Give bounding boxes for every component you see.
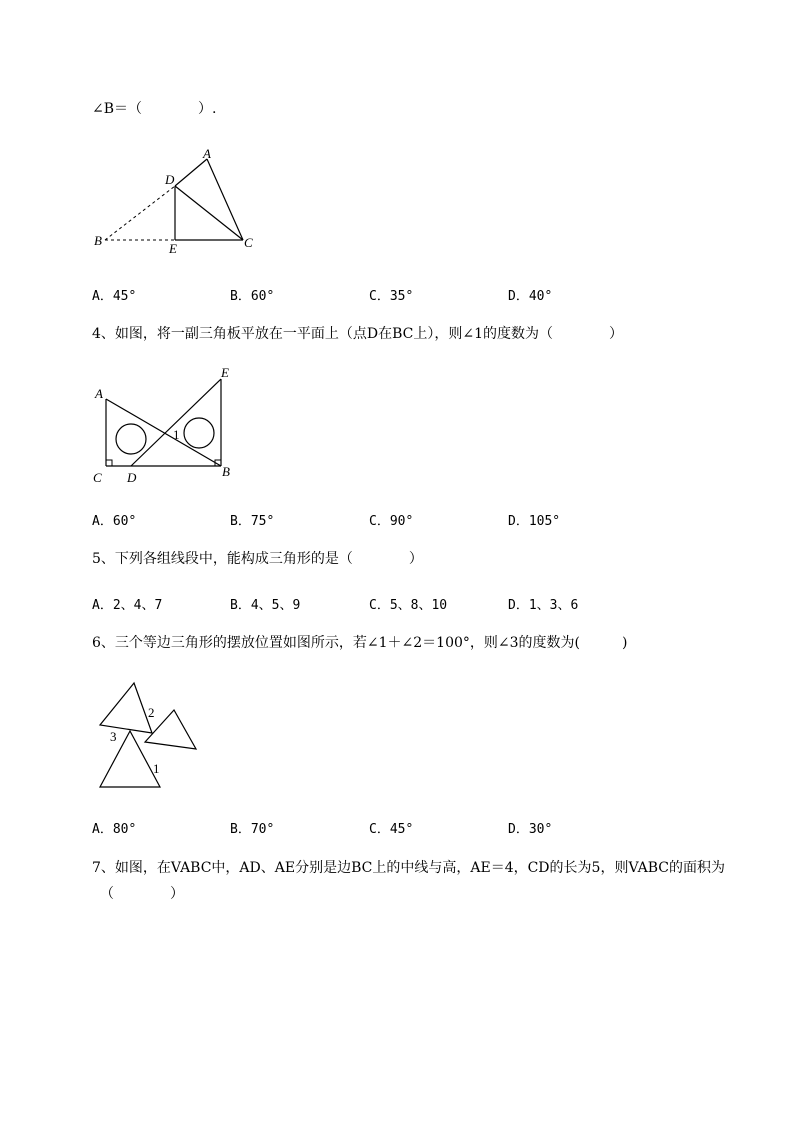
q3-figure	[90, 145, 270, 260]
q6-option-c: C．45°	[369, 822, 414, 837]
q4-label-c: C	[93, 470, 102, 485]
q6-figure	[95, 678, 205, 793]
q4-figure	[90, 362, 250, 487]
q5-option-d: D．1、3、6	[508, 598, 579, 613]
q3-option-b: B．60°	[230, 289, 275, 304]
q4-option-d: D．105°	[508, 514, 561, 529]
q4-label-d: D	[127, 470, 137, 485]
q4-option-b: B．75°	[230, 514, 275, 529]
q4-question: 4、如图，将一副三角板平放在一平面上（点D在BC上），则∠1的度数为（ ）	[92, 326, 624, 342]
q7-answer-blank: （ ）	[100, 886, 184, 902]
q4-label-e: E	[221, 365, 229, 380]
q5-option-b: B．4、5、9	[230, 598, 301, 613]
q7-question: 7、如图，在VABC中，AD、AE分别是边BC上的中线与高，AE＝4，CD的长为5，则VABC的面积为	[92, 860, 725, 876]
q5-option-c: C．5、8、10	[369, 598, 448, 613]
q4-option-c: C．90°	[369, 514, 414, 529]
q4-label-b: B	[222, 464, 230, 479]
q3-label-d: D	[165, 172, 175, 187]
q3-option-a: A．45°	[92, 289, 137, 304]
q6-angle-3: 3	[110, 729, 117, 744]
q6-angle-2: 2	[148, 705, 155, 720]
q6-option-b: B．70°	[230, 822, 275, 837]
q3-option-d: D．40°	[508, 289, 553, 304]
q4-label-a: A	[95, 386, 103, 401]
q5-question: 5、下列各组线段中，能构成三角形的是（ ）	[92, 551, 423, 567]
q4-option-a: A．60°	[92, 514, 137, 529]
q6-question: 6、三个等边三角形的摆放位置如图所示，若∠1＋∠2＝100°，则∠3的度数为( )	[92, 635, 628, 651]
q3-label-b: B	[94, 233, 102, 248]
q6-option-a: A．80°	[92, 822, 137, 837]
q3-option-c: C．35°	[369, 289, 414, 304]
q6-option-d: D．30°	[508, 822, 553, 837]
q6-angle-1: 1	[153, 761, 160, 776]
q3-label-c: C	[244, 235, 253, 250]
q3-label-a: A	[203, 146, 211, 161]
q4-angle-1: 1	[173, 427, 180, 442]
q3-label-e: E	[169, 241, 177, 256]
q5-option-a: A．2、4、7	[92, 598, 163, 613]
q3-prefix: ∠B＝（ ）.	[92, 101, 217, 117]
